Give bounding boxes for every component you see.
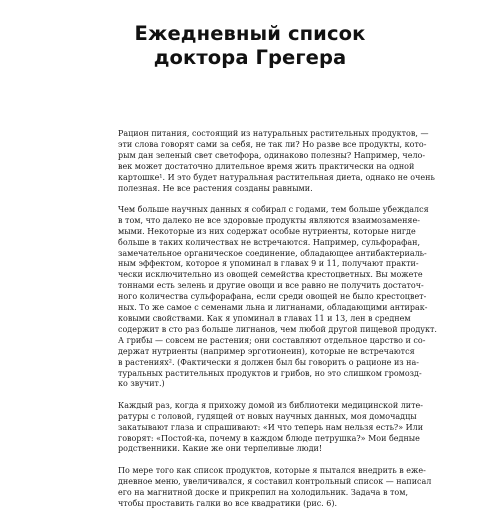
text-line: ковыми свойствами. Как я упоминал в главах 11 и 13, лен в среднем <box>118 314 411 323</box>
text-line: картошке¹. И это будет натуральная растительная диета, однако не очень <box>118 172 435 182</box>
text-line: дневное меню, увеличивался, я составил контрольный список — написал <box>118 476 432 486</box>
text-line: ко звучит.) <box>118 379 165 389</box>
text-line: замечательное органическое соединение, обладающее антибактериаль- <box>118 248 427 258</box>
text-line: ного количества сульфорафана, если среди овощей не было крестоцвет- <box>118 292 427 302</box>
text-line: Каждый раз, когда я прихожу домой из библиотеки медицинской лите- <box>118 400 423 410</box>
text-line: чтобы проставить галки во все квадратики (рис. 6). <box>118 498 338 508</box>
paragraph-3 <box>118 400 424 456</box>
text-line: ратуры с головой, гудящей от новых научных данных, моя домочадцы <box>118 411 417 421</box>
text-line: век может достаточно длительное время жить практически на одной <box>118 161 415 171</box>
text-line: эти слова говорят сами за себя, не так ли? Но разве все продукты, кото- <box>118 139 427 149</box>
text-line: говорят: «Постой-ка, почему в каждом блюде петрушка?» Мои бедные <box>118 433 420 443</box>
text-line: туральных растительных продуктов и грибов, но это слишком громозд- <box>118 368 422 378</box>
text-line: По мере того как список продуктов, которые я пытался внедрить в еже- <box>118 465 426 475</box>
text-line: в том, что далеко не все здоровые продукты являются взаимозаменяе- <box>118 215 420 225</box>
text-line: чески исключительно из овощей семейства крестоцветных. Вы можете <box>118 270 423 280</box>
text-line: в растениях². (Фактически я должен был бы говорить о рационе из на- <box>118 357 419 367</box>
text-line: мыми. Некоторые из них содержат особые нутриенты, которые нигде <box>118 226 416 236</box>
text-line: родственники. Какие же они терпеливые люди! <box>118 444 323 454</box>
text-line: содержит в сто раз больше лигнанов, чем любой другой пищевой продукт. <box>118 324 437 334</box>
text-line: держат нутриенты (например эрготионеин), которые не встречаются <box>118 346 415 356</box>
text-line: Чем больше научных данных я собирал с годами, тем больше убеждался <box>118 204 429 214</box>
paragraph-1 <box>118 129 435 194</box>
text-line: А грибы — совсем не растения; они составляют отдельное царство и со- <box>118 335 426 345</box>
text-line: закатывают глаза и спрашивают: «И что теперь нам нельзя есть?» Или <box>118 422 424 432</box>
text-line: тоннами есть зелень и другие овощи и все равно не получить достаточ- <box>118 281 424 291</box>
text-line: рым дан зеленый свет светофора, одинаково полезны? Например, чело- <box>118 150 426 160</box>
chapter-title <box>0 22 500 70</box>
paragraph-4 <box>118 465 432 510</box>
text-line: его на магнитной доске и прикрепил на холодильник. Задача в том, <box>118 487 408 497</box>
text-line: ным эффектом, которое я упоминал в главах 9 и 11, получают практи- <box>118 259 419 269</box>
text-line: ных. То же самое с семенами льна и лигнанами, обладающими антирак- <box>118 303 428 313</box>
text-line: полезная. Не все растения созданы равными. <box>118 183 313 193</box>
body-text <box>118 129 437 520</box>
paragraph-2 <box>118 204 437 390</box>
text-line: Рацион питания, состоящий из натуральных растительных продуктов, — <box>118 129 429 138</box>
chapter-title-line-2: доктора Грегера <box>153 46 347 69</box>
text-line: больше в таких количествах не встречаются. Например, сульфорафан, <box>118 237 421 247</box>
chapter-title-line-1: Ежедневный список <box>134 22 366 45</box>
